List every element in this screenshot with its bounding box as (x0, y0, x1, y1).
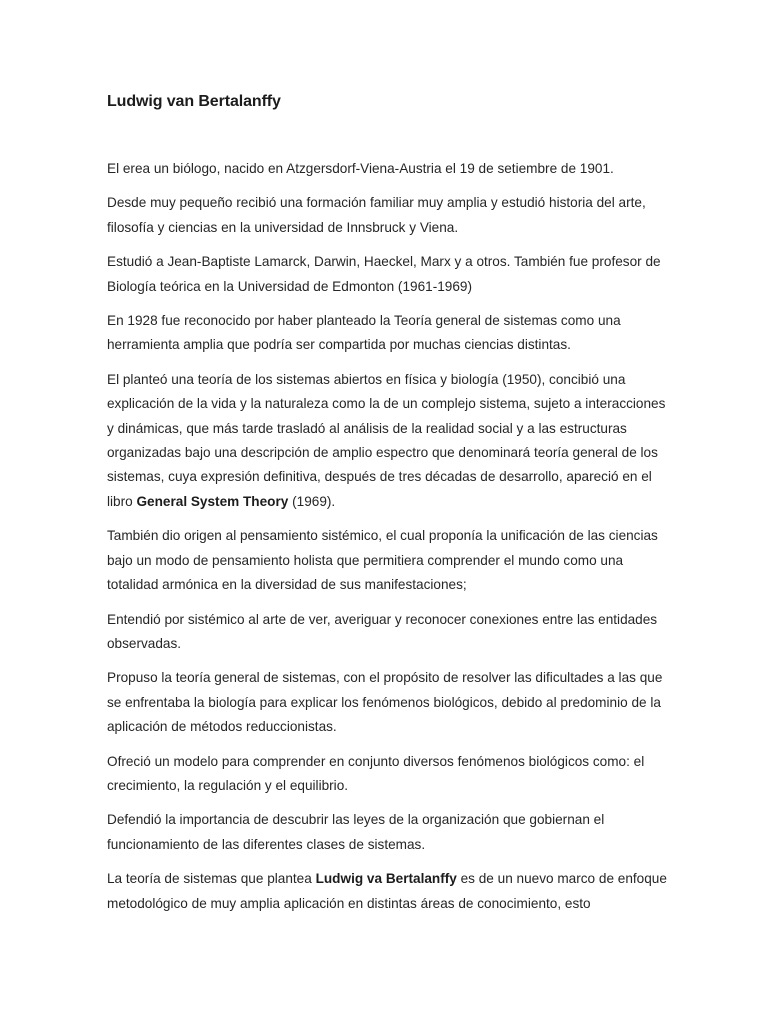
paragraph-11 (107, 867, 668, 916)
book-title: General System Theory (136, 493, 289, 509)
document-title: Ludwig van Bertalanffy (107, 93, 281, 110)
paragraph-11-tail: es de un nuevo marco de enfoque metodológico de muy amplia aplicación en distintas áreas de conocimiento, esto (107, 871, 667, 911)
paragraph-5 (107, 368, 668, 514)
paragraph-5-text: El planteó una teoría de los sistemas abiertos en física y biología (1950), concibió una explicación de la vida y la naturaleza como la de un complejo sistema, sujeto a interacciones y dinámicas, que más tarde trasladó al análisis de la realidad social y a las estructuras organizadas bajo una descripción de amplio espectro que denominará teoría general de los sistemas, cuya expresión definitiva, después de tres décadas de desarrollo, apareció en el libro (107, 371, 666, 509)
paragraph-6: También dio origen al pensamiento sistémico, el cual proponía la unificación de las ciencias bajo un modo de pensamiento holista que permitiera comprender el mundo como una totalidad armónica en la diversidad de sus manifestaciones; (107, 528, 658, 593)
paragraph-4: En 1928 fue reconocido por haber planteado la Teoría general de sistemas como una herramienta amplia que podría ser compartida por muchas ciencias distintas. (107, 313, 621, 353)
paragraph-1: El erea un biólogo, nacido en Atzgersdorf-Viena-Austria el 19 de setiembre de 1901. (107, 161, 614, 176)
author-name: Ludwig va Bertalanffy (315, 871, 457, 887)
paragraph-7: Entendió por sistémico al arte de ver, averiguar y reconocer conexiones entre las entidades observadas. (107, 611, 658, 651)
paragraph-3: Estudió a Jean-Baptiste Lamarck, Darwin, Haeckel, Marx y a otros. También fue profesor de Biología teórica en la Universidad de Edmonton (1961-1969) (107, 254, 661, 294)
paragraph-10: Defendió la importancia de descubrir las leyes de la organización que gobiernan el funcionamiento de las diferentes clases de sistemas. (107, 812, 605, 852)
paragraph-5-tail: (1969). (288, 493, 336, 509)
paragraph-9: Ofreció un modelo para comprender en conjunto diversos fenómenos biológicos como: el crecimiento, la regulación y el equilibrio. (107, 753, 645, 793)
paragraph-11-text: La teoría de sistemas que plantea (107, 871, 316, 887)
paragraph-8: Propuso la teoría general de sistemas, con el propósito de resolver las dificultades a las que se enfrentaba la biología para explicar los fenómenos biológicos, debido al predominio de la aplicación de métodos reduccionistas. (107, 670, 663, 735)
paragraph-2: Desde muy pequeño recibió una formación familiar muy amplia y estudió historia del arte, filosofía y ciencias en la universidad de Innsbruck y Viena. (107, 195, 646, 235)
